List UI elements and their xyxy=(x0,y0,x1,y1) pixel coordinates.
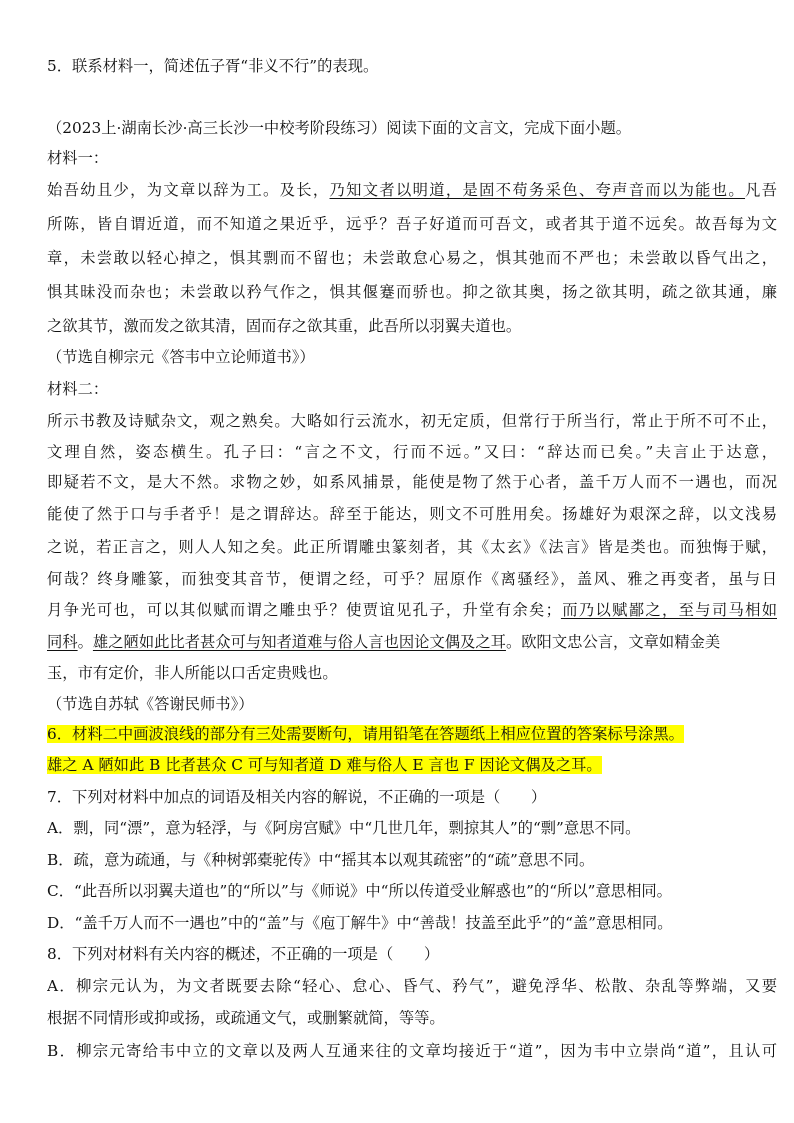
material-1-line-1: 始吾幼且少，为文章以辞为工。及长，乃知文者以明道，是固不苟务采色、夸声音而以为能也。凡吾 xyxy=(47,181,777,199)
passage-intro: （2023上·湖南长沙·高三长沙一中校考阶段练习）阅读下面的文言文，完成下面小题。 xyxy=(47,119,632,137)
question-7: 7．下列对材料中加点的词语及相关内容的解说，不正确的一项是（ ） xyxy=(47,788,547,806)
material-1-source: （节选自柳宗元《答韦中立论师道书》） xyxy=(47,348,315,366)
question-6 xyxy=(47,723,777,745)
material-2-line-4: 能使了然于口与手者乎！是之谓辞达。辞至于能达，则文不可胜用矣。扬雄好为艰深之辞，以文浅易 xyxy=(47,505,777,523)
material-2-line-8: 同科。雄之陋如此比者甚众可与知者道难与俗人言也因论文偶及之耳。欧阳文忠公言，文章如精金美 xyxy=(47,633,721,651)
material-2-line-3: 即疑若不文，是大不然。求物之妙，如系风捕景，能使是物了然于心者，盖千万人而不一遇也，而况 xyxy=(47,473,777,491)
material-2-line-1: 所示书教及诗赋杂文，观之熟矣。大略如行云流水，初无定质，但常行于所当行，常止于所不可不止， xyxy=(47,412,777,430)
question-7-option-b: B．疏，意为疏通，与《种树郭橐驼传》中“摇其本以观其疏密”的“疏”意思不同。 xyxy=(47,851,595,869)
material-1-line-2: 所陈，皆自谓近道，而不知道之果近乎，远乎？吾子好道而可吾文，或者其于道不远矣。故吾每为文 xyxy=(47,215,777,233)
question-8-option-a-line-1: A．柳宗元认为，为文者既要去除“轻心、怠心、昏气、矜气”，避免浮华、松散、杂乱等弊端，又要 xyxy=(47,977,777,995)
material-2-line-2: 文理自然，姿态横生。孔子曰：“言之不文，行而不远。”又曰：“辞达而已矣。”夫言止于达意， xyxy=(47,443,777,461)
wavy-underlined-text: 雄之陋如此比者甚众可与知者道难与俗人言也因论文偶及之耳 xyxy=(92,633,506,651)
highlighted-text: 雄之 A 陋如此 B 比者甚众 C 可与知者道 D 难与俗人 E 言也 F 因论文偶及之耳。 xyxy=(47,756,602,774)
question-7-option-a: A．剽，同“漂”，意为轻浮，与《阿房宫赋》中“几世几年，剽掠其人”的“剽”意思不同。 xyxy=(47,819,641,837)
material-1-title: 材料一： xyxy=(47,149,109,167)
question-8: 8．下列对材料有关内容的概述，不正确的一项是（ ） xyxy=(47,945,440,963)
material-1-line-4: 惧其昧没而杂也；未尝敢以矜气作之，惧其偃蹇而骄也。抑之欲其奥，扬之欲其明，疏之欲其通，廉 xyxy=(47,283,777,301)
material-1-line-3: 章，未尝敢以轻心掉之，惧其剽而不留也；未尝敢怠心易之，惧其弛而不严也；未尝敢以昏气出之， xyxy=(47,249,777,267)
material-2-line-5: 之说，若正言之，则人人知之矣。此正所谓雕虫篆刻者，其《太玄》《法言》皆是类也。而独悔于赋， xyxy=(47,538,777,556)
question-8-option-b-line-1: B．柳宗元寄给韦中立的文章以及两人互通来往的文章均接近于“道”，因为韦中立崇尚“道”，且认可 xyxy=(47,1042,777,1060)
material-2-line-9: 玉，市有定价，非人所能以口舌定贵贱也。 xyxy=(47,664,338,682)
straight-underlined-text: 而乃以赋鄙之，至与司马相如 xyxy=(560,601,777,619)
question-7-option-d: D．“盖千万人而不一遇也”中的“盖”与《庖丁解牛》中“善哉！技盖至此乎”的“盖”意思相同。 xyxy=(47,914,673,932)
material-2-line-7: 月争光可也，可以其似赋而谓之雕虫乎？使贾谊见孔子，升堂有余矣；而乃以赋鄙之，至与司马相如 xyxy=(47,601,777,619)
straight-underlined-text: 同科 xyxy=(47,633,78,651)
question-7-option-c: C．“此吾所以羽翼夫道也”的“所以”与《师说》中“所以传道受业解惑也”的“所以”意思相同。 xyxy=(47,882,672,900)
material-1-line-5: 之欲其节，激而发之欲其清，固而存之欲其重，此吾所以羽翼夫道也。 xyxy=(47,317,522,335)
question-8-option-a-line-2: 根据不同情形或抑或扬，或疏通文气，或删繁就简，等等。 xyxy=(47,1009,445,1027)
highlighted-text: 6．材料二中画波浪线的部分有三处需要断句，请用铅笔在答题纸上相应位置的答案标号涂黑。 xyxy=(47,725,684,743)
question-5: 5．联系材料一，简述伍子胥“非义不行”的表现。 xyxy=(47,57,379,75)
question-6-options xyxy=(47,754,777,776)
material-2-line-6: 何哉？终身雕篆，而独变其音节，便谓之经，可乎？屈原作《离骚经》，盖风、雅之再变者，虽与日 xyxy=(47,570,777,588)
straight-underlined-text: 乃知文者以明道，是固不苟务采色、夸声音而以为能也。 xyxy=(329,181,746,199)
material-2-title: 材料二： xyxy=(47,380,109,398)
material-2-source: （节选自苏轼《答谢民师书》） xyxy=(47,695,254,713)
